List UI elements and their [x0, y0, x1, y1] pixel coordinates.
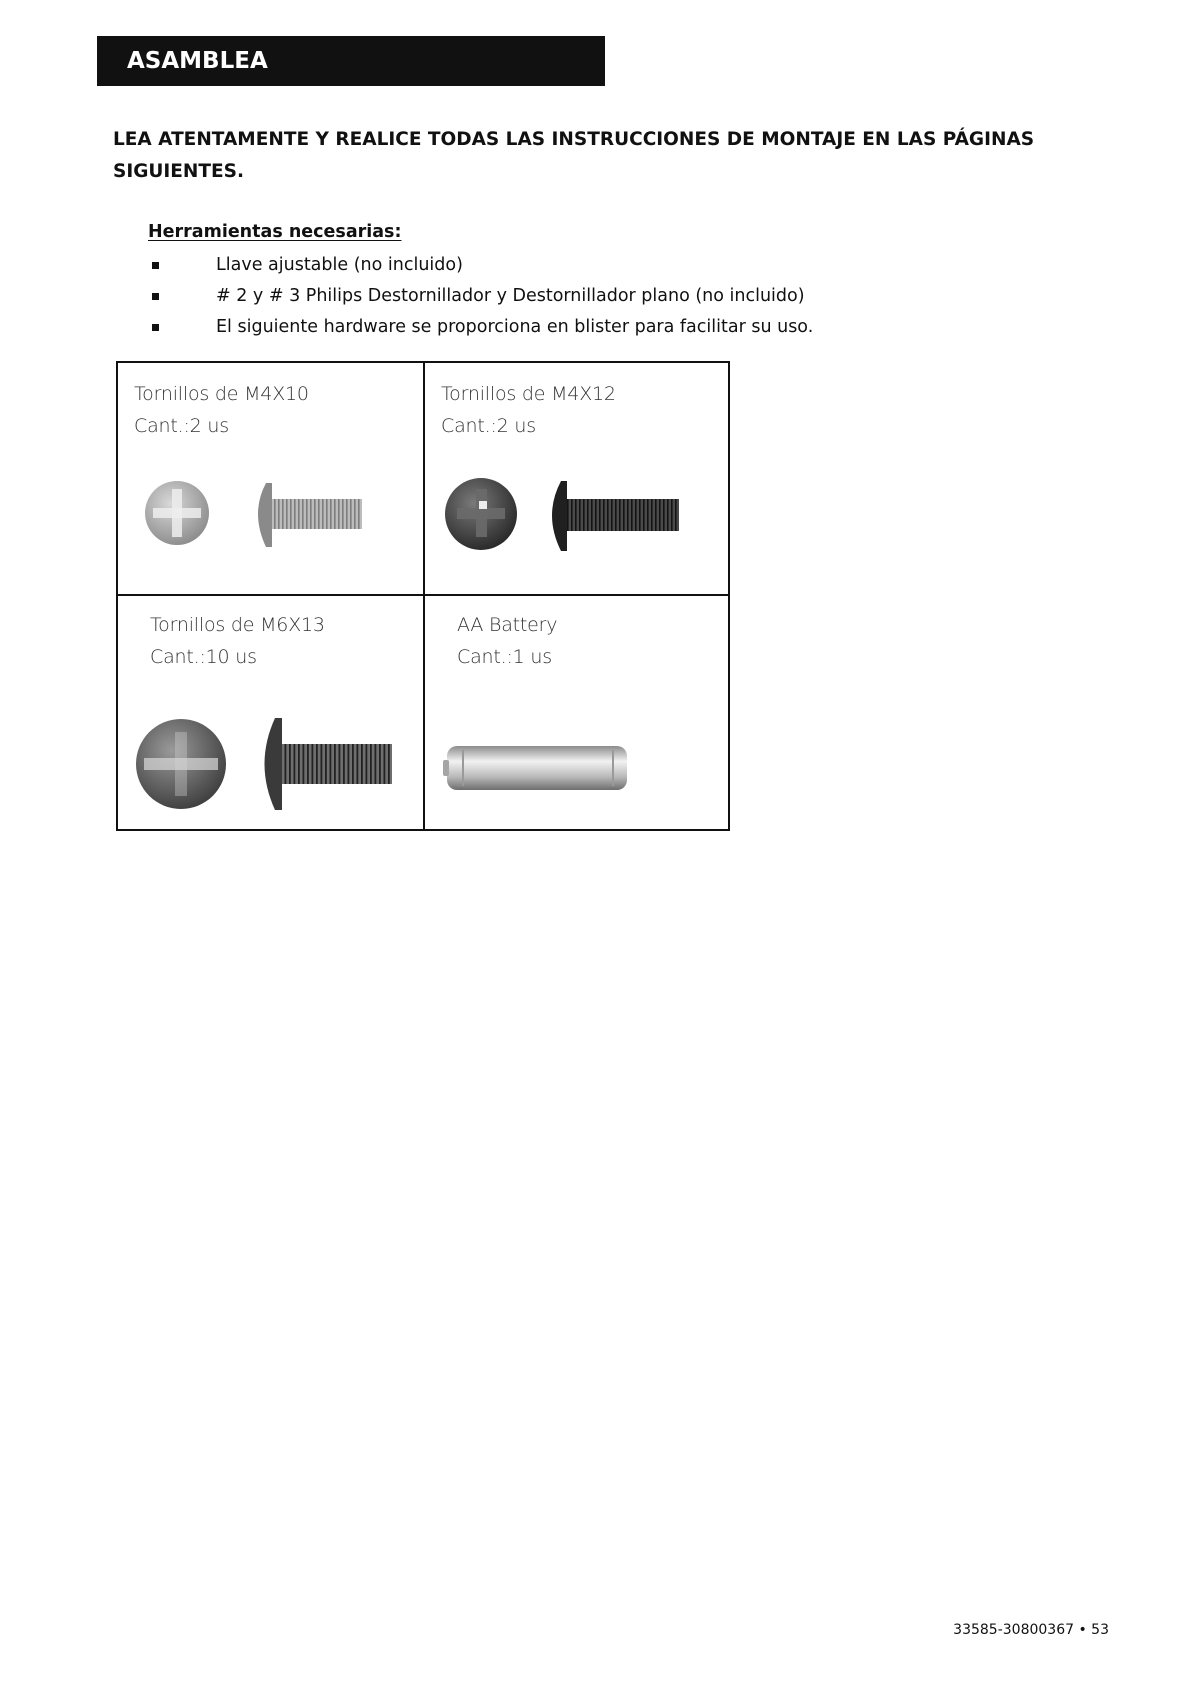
tools-heading: Herramientas necesarias: — [148, 222, 402, 242]
section-title: ASAMBLEA — [97, 36, 605, 86]
screw-dark-icon — [443, 475, 683, 555]
hardware-name: Tornillos de M4X10 — [134, 383, 309, 405]
hardware-cell-m4x10 — [118, 363, 425, 596]
tools-list-item-text: El siguiente hardware se proporciona en blister para facilitar su uso. — [216, 317, 814, 337]
hardware-cell-aa-battery — [425, 596, 730, 829]
page-footer: 33585-30800367 • 53 — [953, 1622, 1109, 1638]
tools-list-item — [148, 250, 813, 281]
intro-instructions: LEA ATENTAMENTE Y REALICE TODAS LAS INSTRUCCIONES DE MONTAJE EN LAS PÁGINAS SIGUIENTES. — [113, 129, 1035, 182]
tools-list-item — [148, 312, 813, 343]
screw-light-icon — [138, 475, 368, 555]
screw-large-icon — [136, 714, 396, 814]
hardware-name: Tornillos de M6X13 — [150, 614, 325, 636]
hardware-quantity: Cant.:10 us — [150, 646, 257, 668]
hardware-cell-m6x13 — [118, 596, 425, 829]
hardware-table — [116, 361, 730, 831]
tools-list-item-text: Llave ajustable (no incluido) — [216, 255, 463, 275]
hardware-cell-m4x12 — [425, 363, 730, 596]
tools-list-item — [148, 281, 813, 312]
hardware-quantity: Cant.:2 us — [441, 415, 536, 437]
tools-list — [148, 250, 813, 343]
hardware-quantity: Cant.:1 us — [457, 646, 552, 668]
hardware-name: Tornillos de M4X12 — [441, 383, 616, 405]
bullet-icon — [152, 324, 159, 331]
tools-list-item-text: # 2 y # 3 Philips Destornillador y Destornillador plano (no incluido) — [216, 286, 805, 306]
bullet-icon — [152, 262, 159, 269]
hardware-quantity: Cant.:2 us — [134, 415, 229, 437]
bullet-icon — [152, 293, 159, 300]
battery-icon — [443, 734, 643, 804]
hardware-name: AA Battery — [457, 614, 558, 636]
